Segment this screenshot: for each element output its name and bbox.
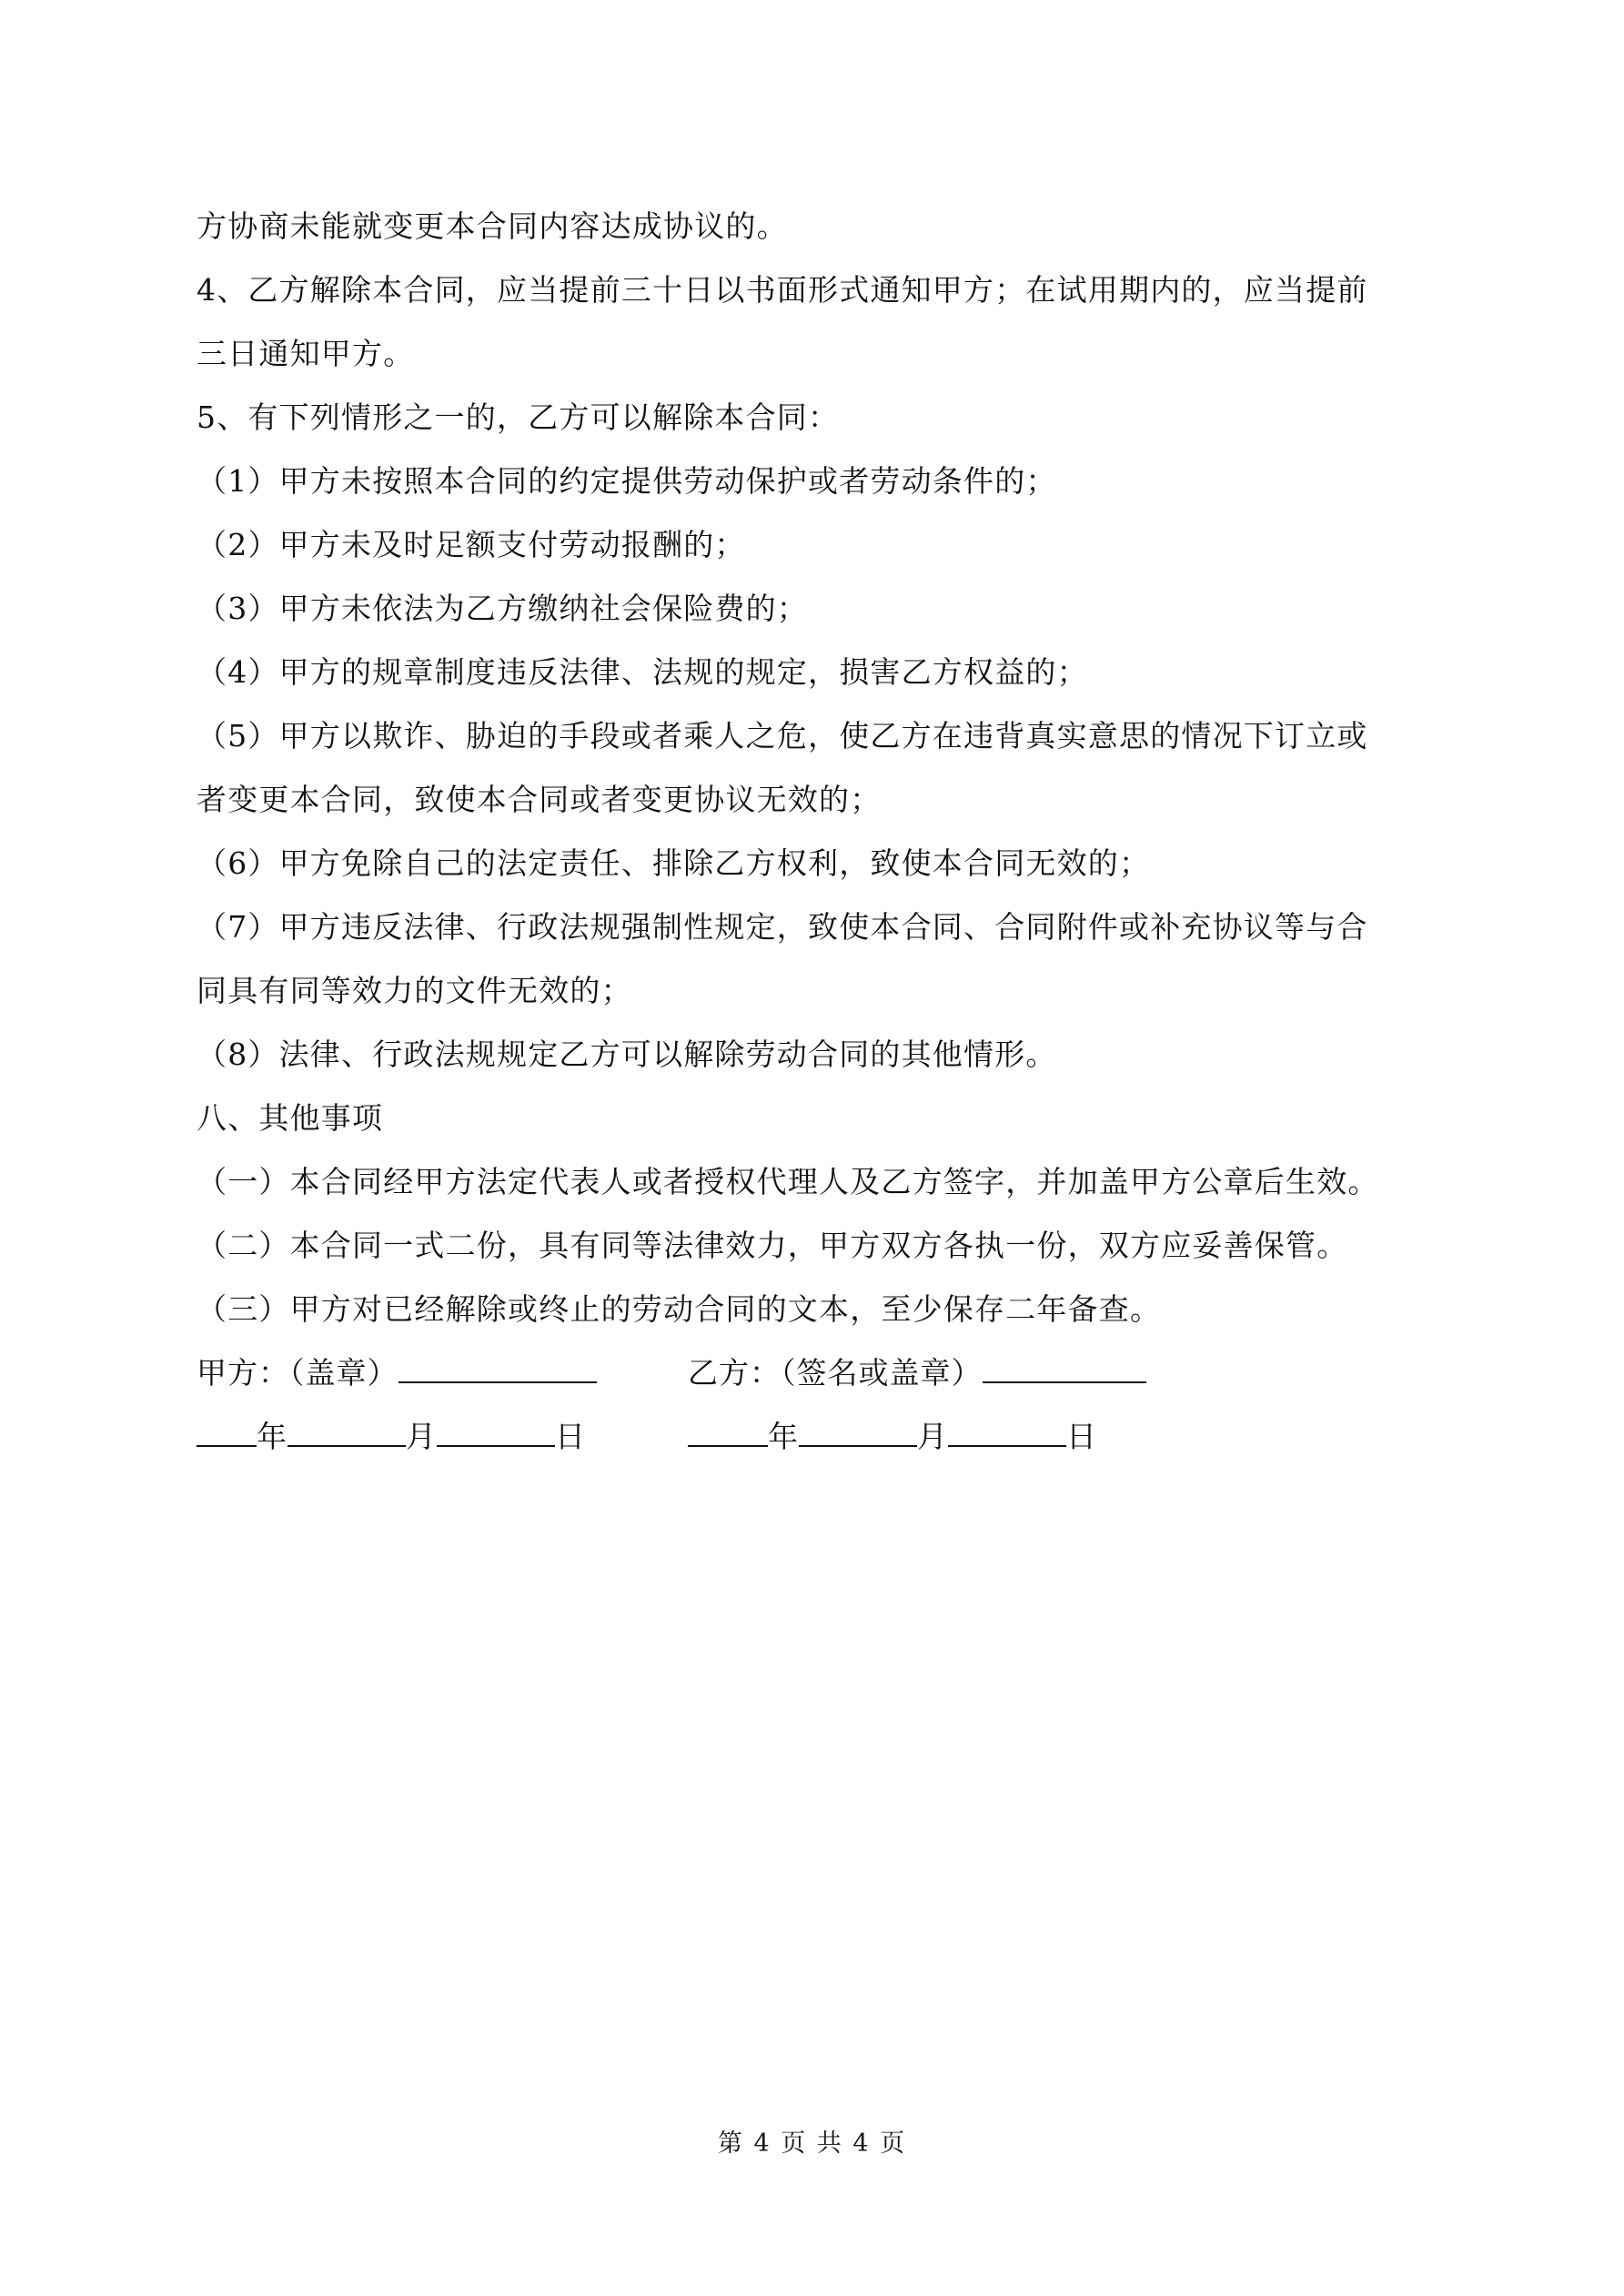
- month-blank: [799, 1421, 917, 1447]
- paragraph-line: （8）法律、行政法规规定乙方可以解除劳动合同的其他情形。: [197, 1037, 1057, 1072]
- paragraph-line: 三日通知甲方。: [197, 336, 415, 371]
- month-label: 月: [917, 1419, 948, 1454]
- day-label: 日: [1066, 1419, 1097, 1454]
- contract-body: [197, 195, 1443, 1469]
- party-b-label: 乙方：（签名或盖章）: [688, 1355, 983, 1391]
- section-heading: 八、其他事项: [197, 1100, 384, 1136]
- paragraph-line: （7）甲方违反法律、行政法规强制性规定，致使本合同、合同附件或补充协议等与合: [197, 909, 1368, 945]
- page-number-footer: 第 4 页 共 4 页: [717, 2129, 907, 2158]
- year-blank: [688, 1421, 768, 1447]
- paragraph-line: （二）本合同一式二份，具有同等法律效力，甲方双方各执一份，双方应妥善保管。: [197, 1228, 1348, 1263]
- party-b-signature-blank: [983, 1358, 1146, 1383]
- date-row: [197, 1405, 1443, 1469]
- paragraph-line: （5）甲方以欺诈、胁迫的手段或者乘人之危，使乙方在违背真实意思的情况下订立或: [197, 718, 1368, 754]
- day-blank: [948, 1421, 1066, 1447]
- year-blank: [197, 1421, 257, 1447]
- day-label: 日: [555, 1419, 586, 1454]
- paragraph-line: 同具有同等效力的文件无效的；: [197, 973, 632, 1008]
- paragraph-line: （2）甲方未及时足额支付劳动报酬的；: [197, 527, 746, 562]
- party-a-date: [197, 1405, 586, 1469]
- paragraph-line: 方协商未能就变更本合同内容达成协议的。: [197, 208, 788, 244]
- month-label: 月: [406, 1419, 437, 1454]
- party-b-signature: [688, 1341, 1146, 1405]
- paragraph-line: 4、乙方解除本合同，应当提前三十日以书面形式通知甲方；在试用期内的，应当提前: [197, 272, 1368, 308]
- month-blank: [287, 1421, 406, 1447]
- signature-row: [197, 1341, 1443, 1405]
- party-a-signature-blank: [398, 1358, 597, 1383]
- paragraph-line: （一）本合同经甲方法定代表人或者授权代理人及乙方签字，并加盖甲方公章后生效。: [197, 1164, 1379, 1199]
- year-label: 年: [768, 1419, 799, 1454]
- paragraph-line: （4）甲方的规章制度违反法律、法规的规定，损害乙方权益的；: [197, 654, 1088, 690]
- paragraph-line: （3）甲方未依法为乙方缴纳社会保险费的；: [197, 591, 808, 626]
- party-b-date: [688, 1405, 1097, 1469]
- paragraph-line: （1）甲方未按照本合同的约定提供劳动保护或者劳动条件的；: [197, 463, 1057, 499]
- paragraph-line: （6）甲方免除自己的法定责任、排除乙方权利，致使本合同无效的；: [197, 845, 1151, 881]
- paragraph-line: 者变更本合同，致使本合同或者变更协议无效的；: [197, 782, 882, 817]
- year-label: 年: [257, 1419, 287, 1454]
- day-blank: [437, 1421, 555, 1447]
- party-a-signature: [197, 1341, 597, 1405]
- party-a-label: 甲方：（盖章）: [197, 1355, 398, 1391]
- paragraph-line: （三）甲方对已经解除或终止的劳动合同的文本，至少保存二年备查。: [197, 1291, 1162, 1327]
- paragraph-line: 5、有下列情形之一的，乙方可以解除本合同：: [197, 400, 840, 435]
